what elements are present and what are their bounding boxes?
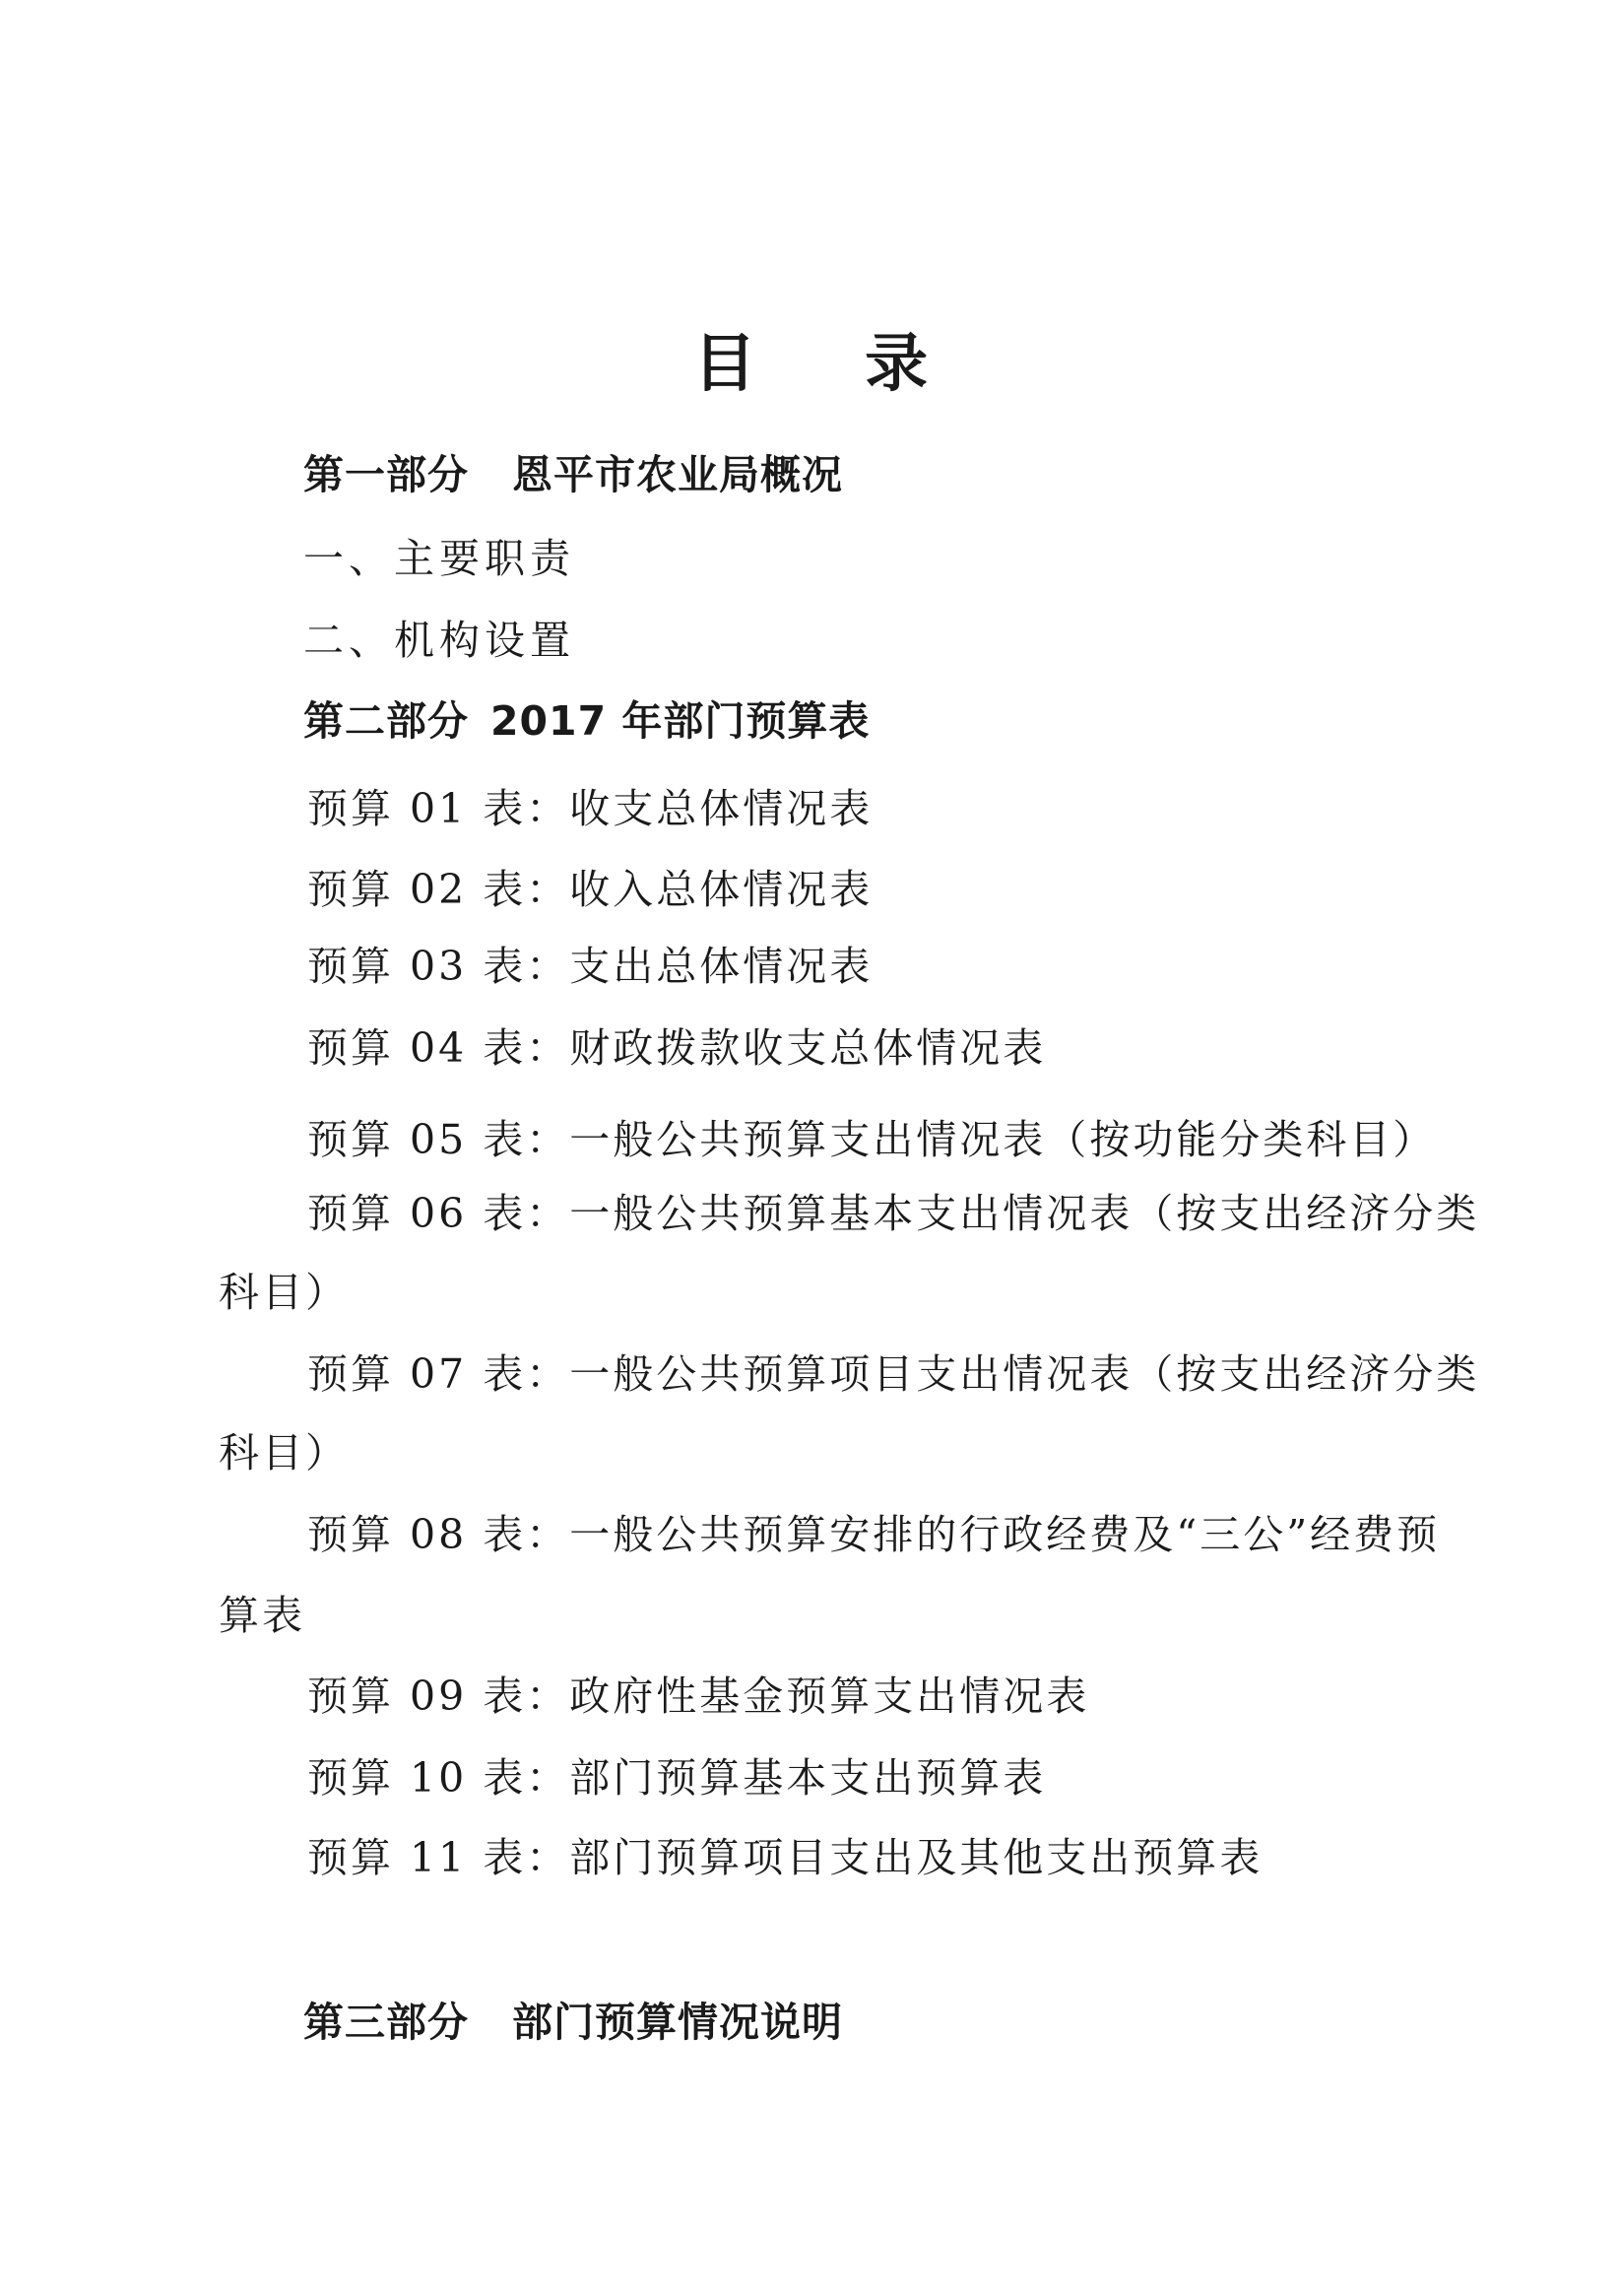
toc-entry-06-cont: 科目） <box>219 1269 349 1316</box>
toc-entry-03: 预算 03 表：支出总体情况表 <box>307 943 874 990</box>
toc-entry-07: 预算 07 表：一般公共预算项目支出情况表（按支出经济分类 <box>307 1350 1480 1398</box>
toc-entry-07-cont: 科目） <box>219 1429 349 1476</box>
part1-item-2: 二、机构设置 <box>303 617 575 664</box>
part2-name: 2017 年部门预算表 <box>490 697 871 745</box>
toc-entry-05: 预算 05 表：一般公共预算支出情况表（按功能分类科目） <box>307 1116 1437 1163</box>
part3-name: 部门预算情况说明 <box>512 1999 843 2046</box>
toc-entry-08-cont: 算表 <box>219 1592 305 1639</box>
part1-label: 第一部分 <box>303 451 469 498</box>
page-title: 目 录 <box>692 328 972 401</box>
toc-entry-10: 预算 10 表：部门预算基本支出预算表 <box>307 1754 1047 1802</box>
part3-heading <box>303 1999 843 2046</box>
part2-heading <box>303 697 871 745</box>
part3-label: 第三部分 <box>303 1999 469 2046</box>
toc-entry-04: 预算 04 表：财政拨款收支总体情况表 <box>307 1024 1047 1072</box>
toc-entry-09: 预算 09 表：政府性基金预算支出情况表 <box>307 1673 1090 1720</box>
toc-entry-11: 预算 11 表：部门预算项目支出及其他支出预算表 <box>307 1834 1264 1881</box>
part1-heading <box>303 451 843 498</box>
toc-entry-02: 预算 02 表：收入总体情况表 <box>307 866 874 913</box>
part1-item-1: 一、主要职责 <box>303 535 575 582</box>
toc-entry-01: 预算 01 表：收支总体情况表 <box>307 785 874 832</box>
part2-label: 第二部分 <box>303 697 469 745</box>
toc-entry-08: 预算 08 表：一般公共预算安排的行政经费及“三公”经费预 <box>307 1511 1441 1558</box>
part1-name: 恩平市农业局概况 <box>512 451 843 498</box>
toc-entry-06: 预算 06 表：一般公共预算基本支出情况表（按支出经济分类 <box>307 1190 1480 1237</box>
